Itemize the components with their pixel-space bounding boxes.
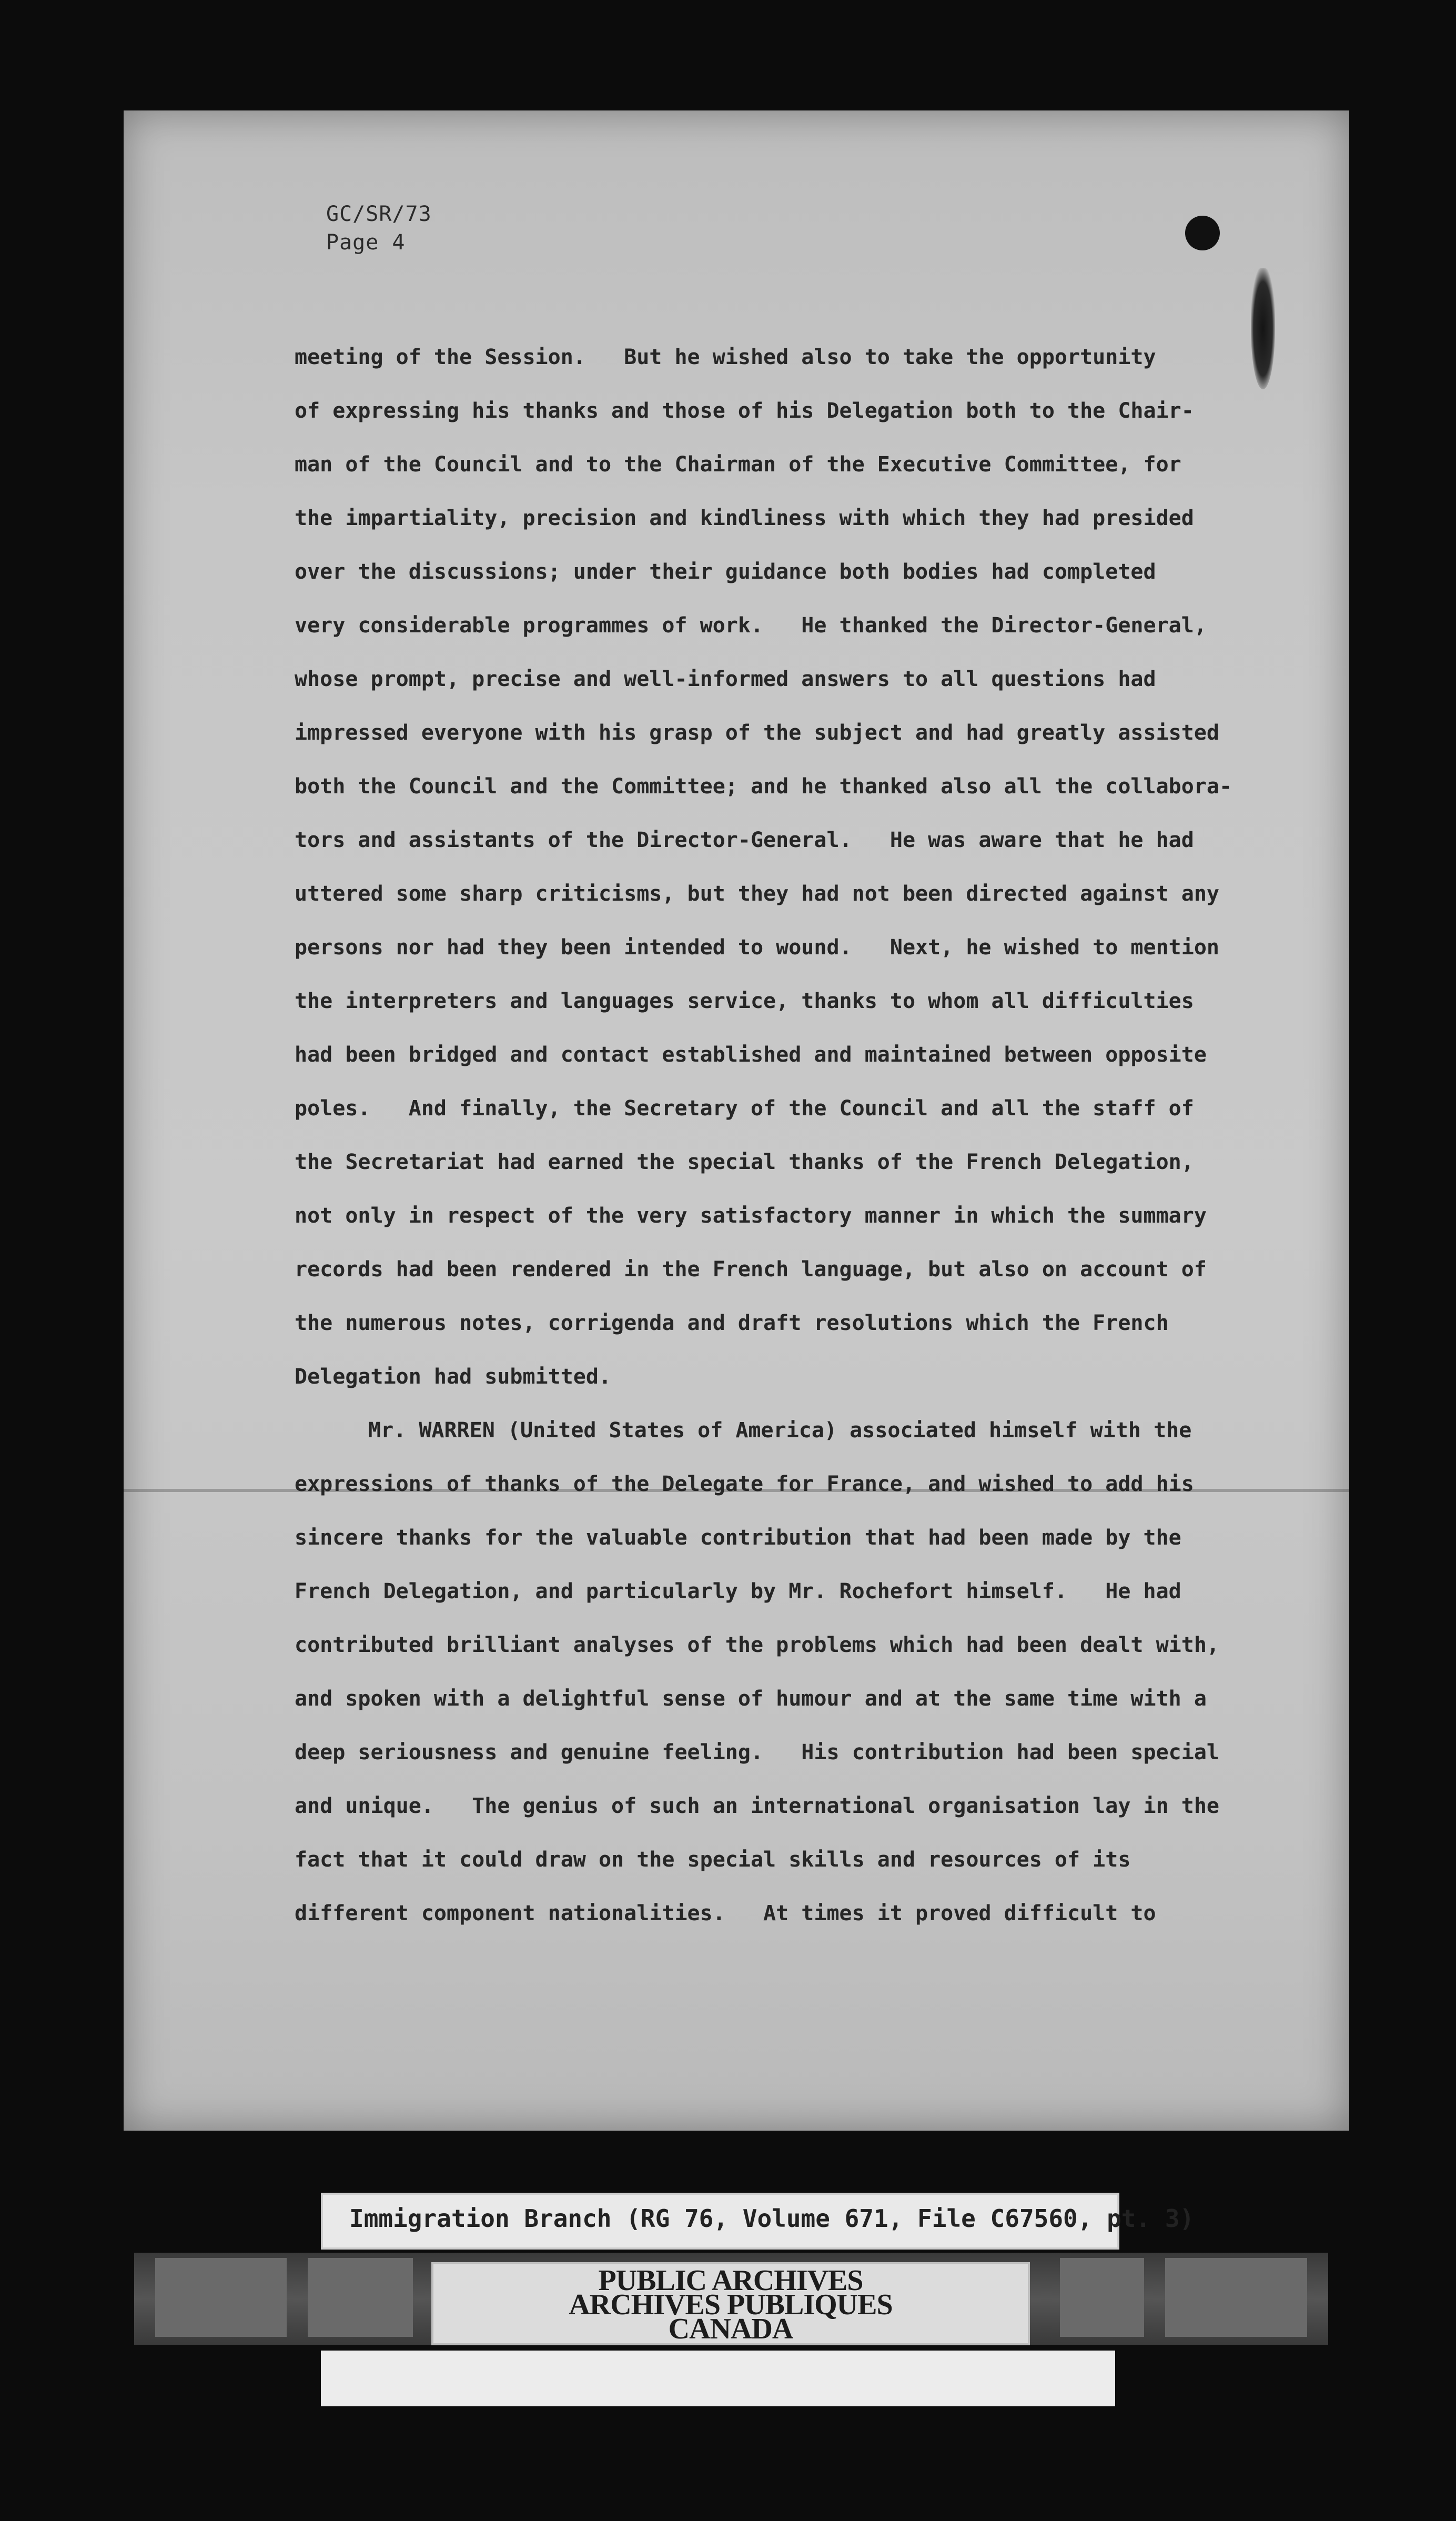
stamp-line-2: ARCHIVES PUBLIQUES (569, 2288, 893, 2321)
text-line: persons nor had they been intended to wound. Next, he wished to mention (295, 935, 1219, 960)
document-body (295, 330, 1294, 1940)
text-line: tors and assistants of the Director-General. He was aware that he had (295, 828, 1194, 852)
text-line: whose prompt, precise and well-informed answers to all questions had (295, 667, 1156, 691)
text-line: expressions of thanks of the Delegate for France, and wished to add his (295, 1472, 1194, 1496)
text-line: Delegation had submitted. (295, 1365, 612, 1389)
document-ref: GC/SR/73 (326, 202, 432, 226)
text-line: Mr. WARREN (United States of America) associated himself with the (368, 1418, 1192, 1443)
archive-citation-label (321, 2193, 1195, 2250)
stamp-line-3: CANADA (668, 2313, 793, 2345)
text-line: meeting of the Session. But he wished also to take the opportunity (295, 345, 1156, 369)
archive-citation: Immigration Branch (RG 76, Volume 671, File C67560, pt. 3) (349, 2204, 1195, 2233)
text-line: uttered some sharp criticisms, but they had not been directed against any (295, 882, 1219, 906)
text-line: very considerable programmes of work. He thanked the Director-General, (295, 613, 1207, 638)
page-number: Page 4 (326, 230, 406, 255)
document-header (326, 200, 432, 257)
text-line: different component nationalities. At times it proved difficult to (295, 1901, 1156, 1925)
text-line: deep seriousness and genuine feeling. His contribution had been special (295, 1740, 1219, 1764)
film-block (1060, 2258, 1144, 2337)
text-line: both the Council and the Committee; and he thanked also all the collabora- (295, 774, 1232, 799)
text-line: impressed everyone with his grasp of the subject and had greatly assisted (295, 721, 1219, 745)
text-line: French Delegation, and particularly by Mr. Rochefort himself. He had (295, 1579, 1181, 1604)
text-line: had been bridged and contact established and maintained between opposite (295, 1043, 1207, 1067)
text-line: the interpreters and languages service, thanks to whom all difficulties (295, 989, 1194, 1013)
text-line: fact that it could draw on the special skills and resources of its (295, 1848, 1131, 1872)
text-line: over the discussions; under their guidance both bodies had completed (295, 560, 1156, 584)
text-line: and unique. The genius of such an international organisation lay in the (295, 1794, 1219, 1818)
text-line: of expressing his thanks and those of his Delegation both to the Chair- (295, 399, 1194, 423)
text-line: contributed brilliant analyses of the problems which had been dealt with, (295, 1633, 1219, 1657)
text-line: records had been rendered in the French language, but also on account of (295, 1257, 1207, 1282)
bottom-label-bar (321, 2351, 1115, 2406)
text-line: and spoken with a delightful sense of humour and at the same time with a (295, 1687, 1207, 1711)
text-line: the Secretariat had earned the special thanks of the French Delegation, (295, 1150, 1194, 1174)
stamp-line-1: PUBLIC ARCHIVES (598, 2264, 863, 2297)
text-line: poles. And finally, the Secretary of the Council and all the staff of (295, 1096, 1194, 1121)
archives-stamp (431, 2262, 1030, 2345)
film-block (1165, 2258, 1307, 2337)
text-line: not only in respect of the very satisfactory manner in which the summary (295, 1204, 1207, 1228)
film-block (155, 2258, 287, 2337)
punch-hole (1185, 216, 1220, 250)
text-line: the numerous notes, corrigenda and draft resolutions which the French (295, 1311, 1169, 1335)
text-line: man of the Council and to the Chairman of the Executive Committee, for (295, 452, 1181, 477)
film-block (308, 2258, 413, 2337)
text-line: sincere thanks for the valuable contribution that had been made by the (295, 1526, 1181, 1550)
text-line: the impartiality, precision and kindliness with which they had presided (295, 506, 1194, 530)
